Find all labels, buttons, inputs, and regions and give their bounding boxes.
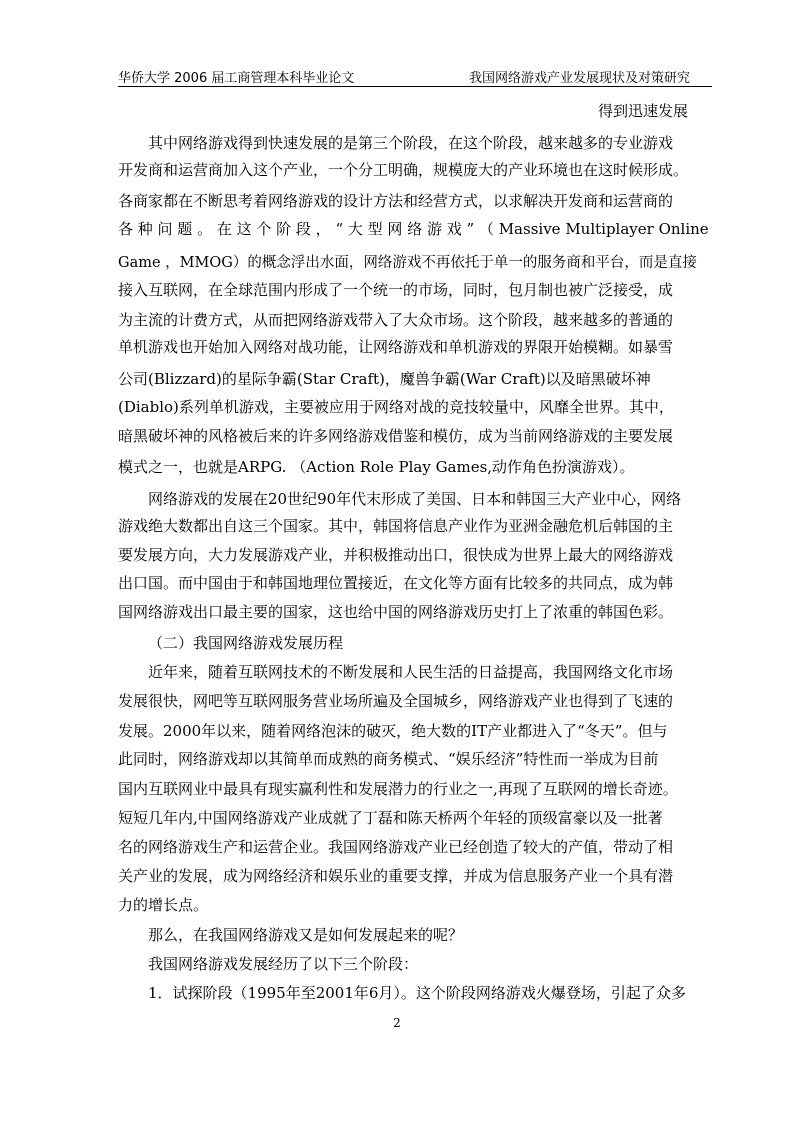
page-header <box>118 64 714 86</box>
text-line: 各 种 问 题 。 在 这 个 阶 段 ， “ 大 型 网 络 游 戏 ” （ Massive Multiplayer Online <box>118 220 709 238</box>
text-line: 短短几年内,中国网络游戏产业成就了丁磊和陈天桥两个年轻的顶级富豪以及一批著 <box>118 809 663 827</box>
text-line: 要发展方向，大力发展游戏产业，并积极推动出口，很快成为世界上最大的网络游戏 <box>118 546 674 564</box>
text-line: 名的网络游戏生产和运营企业。我国网络游戏产业已经创造了较大的产值，带动了相 <box>118 838 674 856</box>
text-line: 接入互联网，在全球范围内形成了一个统一的市场，同时，包月制也被广泛接受，成 <box>118 281 674 299</box>
header-thesis-title: 华侨大学 2006 届工商管理本科毕业论文 <box>118 71 355 86</box>
text-line: 那么，在我国网络游戏又是如何发展起来的呢？ <box>148 926 464 944</box>
text-line: 出口国。而中国由于和韩国地理位置接近，在文化等方面有比较多的共同点，成为韩 <box>118 574 674 592</box>
text-line: 公司(Blizzard)的星际争霸(Star Craft)，魔兽争霸(War Craft)以及暗黑破坏神 <box>118 370 651 388</box>
text-line: 其中网络游戏得到快速发展的是第三个阶段，在这个阶段，越来越多的专业游戏 <box>148 134 674 152</box>
text-line: 1．试探阶段（1995年至2001年6月）。这个阶段网络游戏火爆登场，引起了众多 <box>148 984 686 1002</box>
text-line: 单机游戏也开始加入网络对战功能，让网络游戏和单机游戏的界限开始模糊。如暴雪 <box>118 338 674 356</box>
text-line: 开发商和运营商加入这个产业，一个分工明确，规模庞大的产业环境也在这时候形成。 <box>118 161 689 179</box>
text-line: 各商家都在不断思考着网络游戏的设计方法和经营方式，以求解决开发商和运营商的 <box>118 192 674 210</box>
text-line: 发展。2000年以来，随着网络泡沫的破灭，绝大数的IT产业都进入了“冬天”。但与 <box>118 722 668 740</box>
header-paper-title: 我国网络游戏产业发展现状及对策研究 <box>468 71 690 86</box>
text-line: 近年来，随着互联网技术的不断发展和人民生活的日益提高，我国网络文化市场 <box>148 663 674 681</box>
text-line: 国内互联网业中最具有现实赢利性和发展潜力的行业之一,再现了互联网的增长奇迹。 <box>118 780 678 798</box>
text-line: 模式之一，也就是ARPG. （Action Role Play Games,动作角色扮演游戏）。 <box>118 458 635 476</box>
text-line: Game ，MMOG）的概念浮出水面，网络游戏不再依托于单一的服务商和平台，而是直接 <box>118 255 697 271</box>
text-line: 此同时，网络游戏却以其简单而成熟的商务模式、“娱乐经济”特性而一举成为目前 <box>118 750 659 768</box>
text-line: 我国网络游戏发展经历了以下三个阶段： <box>148 955 419 973</box>
page-number: 2 <box>393 1016 401 1030</box>
text-line: 发展很快，网吧等互联网服务营业场所遍及全国城乡，网络游戏产业也得到了飞速的 <box>118 692 674 710</box>
section-heading: （二）我国网络游戏发展历程 <box>148 634 344 652</box>
text-line: 力的增长点。 <box>118 896 209 914</box>
text-line: (Diablo)系列单机游戏，主要被应用于网络对战的竞技较量中，风靡全世界。其中， <box>118 398 674 416</box>
text-line: 为主流的计费方式，从而把网络游戏带入了大众市场。这个阶段，越来越多的普通的 <box>118 311 674 329</box>
text-line: 游戏绝大数都出自这三个国家。其中，韩国将信息产业作为亚洲金融危机后韩国的主 <box>118 517 674 535</box>
text-line: 暗黑破坏神的风格被后来的许多网络游戏借鉴和模仿，成为当前网络游戏的主要发展 <box>118 427 674 445</box>
text-line: 国网络游戏出口最主要的国家，这也给中国的网络游戏历史打上了浓重的韩国色彩。 <box>118 603 674 621</box>
text-line: 得到迅速发展 <box>597 102 688 120</box>
text-line: 关产业的发展，成为网络经济和娱乐业的重要支撑，并成为信息服务产业一个具有潜 <box>118 867 674 885</box>
text-line: 网络游戏的发展在20世纪90年代末形成了美国、日本和韩国三大产业中心，网络 <box>148 490 682 508</box>
header-divider <box>118 86 712 87</box>
